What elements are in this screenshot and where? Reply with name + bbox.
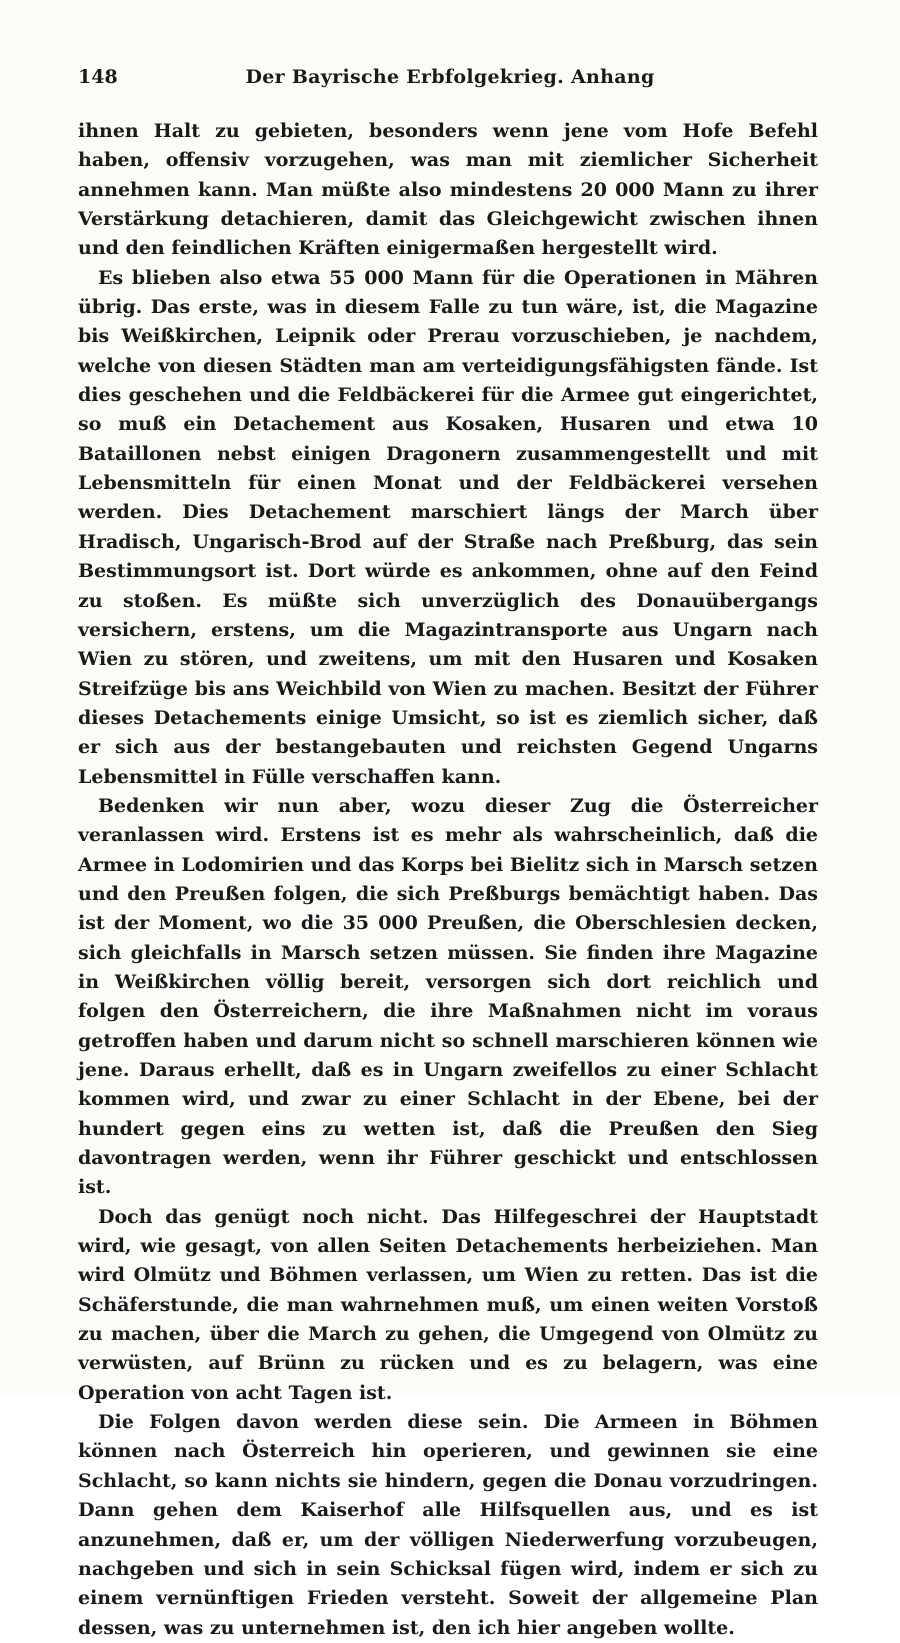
page-header [78,62,822,98]
running-title: Der Bayrische Erbfolgekrieg. Anhang [245,66,655,88]
page-number: 148 [78,66,118,88]
paragraph-1: ihnen Halt zu gebieten, besonders wenn jene vom Hofe Befehl haben, offensiv vorzugehen, was man mit ziemlicher Sicherheit annehmen kann. Man müßte also mindestens 20 000 Mann zu ihrer Verstärkung detachieren, damit das Gleichgewicht zwischen ihnen und den feindlichen Kräften einigermaßen hergestellt wird. [78,120,818,260]
paragraph-5: Die Folgen davon werden diese sein. Die Armeen in Böhmen können nach Österreich hin operieren, und gewinnen sie eine Schlacht, so kann nichts sie hindern, gegen die Donau vorzudringen. Dann gehen dem Kaiserhof alle Hilfsquellen aus, und es ist anzunehmen, daß er, um der völligen Niederwerfung vorzubeugen, nachgeben und sich in sein Schicksal fügen wird, indem er sich zu einem vernünftigen Frieden versteht. Soweit der allgemeine Plan dessen, was zu unternehmen ist, den ich hier angeben wollte. [78,1411,818,1639]
paragraph-2: Es blieben also etwa 55 000 Mann für die Operationen in Mähren übrig. Das erste, was in diesem Falle zu tun wäre, ist, die Magazine bis Weißkirchen, Leipnik oder Prerau vorzuschieben, je nachdem, welche von diesen Städten man am verteidigungsfähigsten fände. Ist dies geschehen und die Feldbäckerei für die Armee gut eingerichtet, so muß ein Detachement aus Kosaken, Husaren und etwa 10 Bataillonen nebst einigen Dragonern zusammengestellt und mit Lebensmitteln für einen Monat und der Feldbäckerei versehen werden. Dies Detachement marschiert längs der March über Hradisch, Ungarisch-Brod auf der Straße nach Preßburg, das sein Bestimmungsort ist. Dort würde es ankommen, ohne auf den Feind zu stoßen. Es müßte sich unverzüglich des Donauübergangs versichern, erstens, um die Magazintransporte aus Ungarn nach Wien zu stören, und zweitens, um mit den Husaren und Kosaken Streifzüge bis ans Weichbild von Wien zu machen. Besitzt der Führer dieses Detachements einige Umsicht, so ist es ziemlich sicher, daß er sich aus der bestangebauten und reichsten Gegend Ungarns Lebensmittel in Fülle verschaffen kann. [78,266,818,788]
body-text [78,117,818,1643]
paragraph-3: Bedenken wir nun aber, wozu dieser Zug die Österreicher veranlassen wird. Erstens ist es mehr als wahrscheinlich, daß die Armee in Lodomirien und das Korps bei Bielitz sich in Marsch setzen und den Preußen folgen, die sich Preßburgs bemächtigt haben. Das ist der Moment, wo die 35 000 Preußen, die Oberschlesien decken, sich gleichfalls in Marsch setzen müssen. Sie finden ihre Magazine in Weißkirchen völlig bereit, versorgen sich dort reichlich und folgen den Österreichern, die ihre Maßnahmen nicht im voraus getroffen haben und darum nicht so schnell marschieren können wie jene. Daraus erhellt, daß es in Ungarn zweifellos zu einer Schlacht kommen wird, und zwar zu einer Schlacht in der Ebene, bei der hundert gegen eins zu wetten ist, daß die Preußen den Sieg davontragen werden, wenn ihr Führer geschickt und entschlossen ist. [78,794,818,1199]
paragraph-4: Doch das genügt noch nicht. Das Hilfegeschrei der Hauptstadt wird, wie gesagt, von allen Seiten Detachements herbeiziehen. Man wird Olmütz und Böhmen verlassen, um Wien zu retten. Das ist die Schäferstunde, die man wahrnehmen muß, um einen weiten Vorstoß zu machen, über die March zu gehen, die Umgegend von Olmütz zu verwüsten, auf Brünn zu rücken und es zu belagern, was eine Operation von acht Tagen ist. [78,1205,818,1404]
